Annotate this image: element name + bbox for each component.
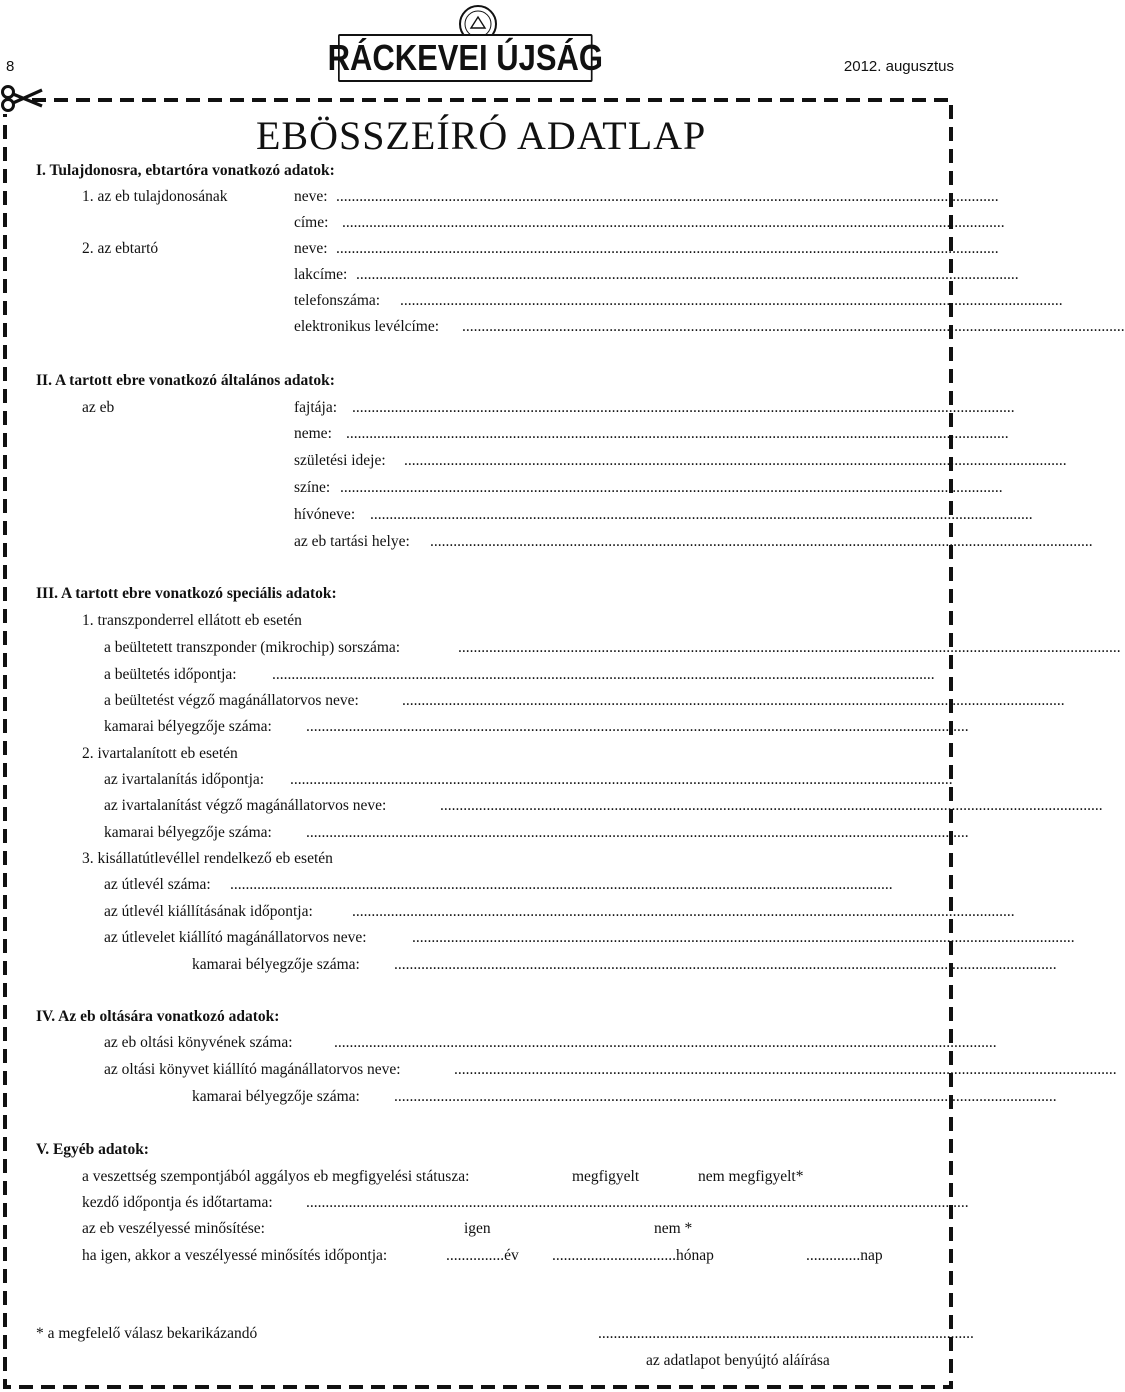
passport-number-field[interactable]: ...........................................................................................................................................................................	[230, 876, 893, 893]
keeper-phone-field[interactable]: ...........................................................................................................................................................................	[400, 292, 1063, 309]
scissors-icon	[0, 84, 44, 112]
callname-label: hívóneve:	[294, 506, 356, 523]
passport-number-label: az útlevél száma:	[104, 876, 211, 893]
vaccination-stamp-label: kamarai bélyegzője száma:	[192, 1088, 360, 1105]
option-not-observed[interactable]: nem megfigyelt*	[698, 1168, 804, 1185]
transponder-label: 1. transzponderrel ellátott eb esetén	[82, 612, 302, 629]
keeper-address-label: lakcíme:	[294, 266, 348, 283]
vaccination-vet-field[interactable]: ...........................................................................................................................................................................	[454, 1061, 1117, 1078]
keeper-phone-label: telefonszáma:	[294, 292, 381, 309]
birth-label: születési ideje:	[294, 452, 386, 469]
neuter-stamp-field[interactable]: ...........................................................................................................................................................................	[306, 824, 969, 841]
passport-stamp-field[interactable]: ...........................................................................................................................................................................	[394, 956, 1057, 973]
masthead-logo: RÁCKEVEI ÚJSÁG	[338, 34, 593, 82]
callname-field[interactable]: ...........................................................................................................................................................................	[370, 506, 1033, 523]
vaccination-vet-label: az oltási könyvet kiállító magánállatorvos neve:	[104, 1061, 401, 1078]
vaccination-book-label: az eb oltási könyvének száma:	[104, 1034, 293, 1051]
passport-date-label: az útlevél kiállításának időpontja:	[104, 903, 313, 920]
dangerous-date-label: ha igen, akkor a veszélyessé minősítés időpontja:	[82, 1247, 388, 1264]
implant-vet-label: a beültetést végző magánállatorvos neve:	[104, 692, 359, 709]
chip-number-field[interactable]: ...........................................................................................................................................................................	[458, 639, 1121, 656]
option-yes[interactable]: igen	[464, 1220, 491, 1237]
section-5-heading: V. Egyéb adatok:	[36, 1141, 149, 1158]
passport-vet-field[interactable]: ...........................................................................................................................................................................	[412, 929, 1075, 946]
dangerous-label: az eb veszélyessé minősítése:	[82, 1220, 265, 1237]
implant-date-field[interactable]: ...........................................................................................................................................................................	[272, 666, 935, 683]
color-field[interactable]: ...........................................................................................................................................................................	[340, 479, 1003, 496]
issue-date: 2012. augusztus	[843, 58, 954, 75]
option-no[interactable]: nem *	[654, 1220, 693, 1237]
dangerous-date-day-field[interactable]: ..............nap	[806, 1247, 883, 1264]
place-label: az eb tartási helye:	[294, 533, 410, 550]
signature-field[interactable]: .................................................................................................	[598, 1325, 974, 1342]
keeper-address-field[interactable]: ...........................................................................................................................................................................	[356, 266, 1019, 283]
form-title: EBÖSSZEÍRÓ ADATLAP	[256, 113, 707, 158]
footnote: * a megfelelő válasz bekarikázandó	[36, 1325, 258, 1342]
observation-start-field[interactable]: ...........................................................................................................................................................................	[306, 1194, 969, 1211]
breed-field[interactable]: ...........................................................................................................................................................................	[352, 399, 1015, 416]
neuter-vet-field[interactable]: ...........................................................................................................................................................................	[440, 797, 1103, 814]
owner-name-field[interactable]: ...........................................................................................................................................................................	[336, 188, 999, 205]
passport-stamp-label: kamarai bélyegzője száma:	[192, 956, 360, 973]
birth-field[interactable]: ...........................................................................................................................................................................	[404, 452, 1067, 469]
dog-label: az eb	[82, 399, 115, 416]
neutered-label: 2. ivartalanított eb esetén	[82, 745, 238, 762]
passport-label: 3. kisállatútlevéllel rendelkező eb esetén	[82, 850, 333, 867]
sex-label: neme:	[294, 425, 332, 442]
keeper-email-label: elektronikus levélcíme:	[294, 318, 440, 335]
implant-stamp-field[interactable]: ...........................................................................................................................................................................	[306, 718, 969, 735]
passport-vet-label: az útlevelet kiállító magánállatorvos neve:	[104, 929, 367, 946]
keeper-email-field[interactable]: ...........................................................................................................................................................................	[462, 318, 1125, 335]
neuter-date-label: az ivartalanítás időpontja:	[104, 771, 265, 788]
section-1-heading: I. Tulajdonosra, ebtartóra vonatkozó adatok:	[36, 162, 335, 179]
place-field[interactable]: ...........................................................................................................................................................................	[430, 533, 1093, 550]
passport-date-field[interactable]: ...........................................................................................................................................................................	[352, 903, 1015, 920]
keeper-name-field[interactable]: ...........................................................................................................................................................................	[336, 240, 999, 257]
vaccination-stamp-field[interactable]: ...........................................................................................................................................................................	[394, 1088, 1057, 1105]
keeper-name-label: neve:	[294, 240, 328, 257]
sex-field[interactable]: ...........................................................................................................................................................................	[346, 425, 1009, 442]
owner-address-label: címe:	[294, 214, 329, 231]
section-4-heading: IV. Az eb oltására vonatkozó adatok:	[36, 1008, 280, 1025]
neuter-stamp-label: kamarai bélyegzője száma:	[104, 824, 272, 841]
owner-name-label: neve:	[294, 188, 328, 205]
chip-number-label: a beültetett transzponder (mikrochip) sorszáma:	[104, 639, 401, 656]
implant-date-label: a beültetés időpontja:	[104, 666, 237, 683]
implant-vet-field[interactable]: ...........................................................................................................................................................................	[402, 692, 1065, 709]
breed-label: fajtája:	[294, 399, 338, 416]
neuter-date-field[interactable]: ...........................................................................................................................................................................	[290, 771, 953, 788]
owner-label: 1. az eb tulajdonosának	[82, 188, 228, 205]
page-number: 8	[6, 58, 15, 75]
dangerous-date-month-field[interactable]: ................................hónap	[552, 1247, 714, 1264]
color-label: színe:	[294, 479, 331, 496]
neuter-vet-label: az ivartalanítást végző magánállatorvos neve:	[104, 797, 387, 814]
dangerous-date-year-field[interactable]: ...............év	[446, 1247, 519, 1264]
owner-address-field[interactable]: ...........................................................................................................................................................................	[342, 214, 1005, 231]
option-observed[interactable]: megfigyelt	[572, 1168, 640, 1185]
vaccination-book-field[interactable]: ...........................................................................................................................................................................	[334, 1034, 997, 1051]
section-2-heading: II. A tartott ebre vonatkozó általános adatok:	[36, 372, 335, 389]
rabies-status-label: a veszettség szempontjából aggályos eb megfigyelési státusza:	[82, 1168, 470, 1185]
signature-label: az adatlapot benyújtó aláírása	[646, 1352, 830, 1369]
keeper-label: 2. az ebtartó	[82, 240, 159, 257]
implant-stamp-label: kamarai bélyegzője száma:	[104, 718, 272, 735]
section-3-heading: III. A tartott ebre vonatkozó speciális adatok:	[36, 585, 337, 602]
observation-start-label: kezdő időpontja és időtartama:	[82, 1194, 273, 1211]
